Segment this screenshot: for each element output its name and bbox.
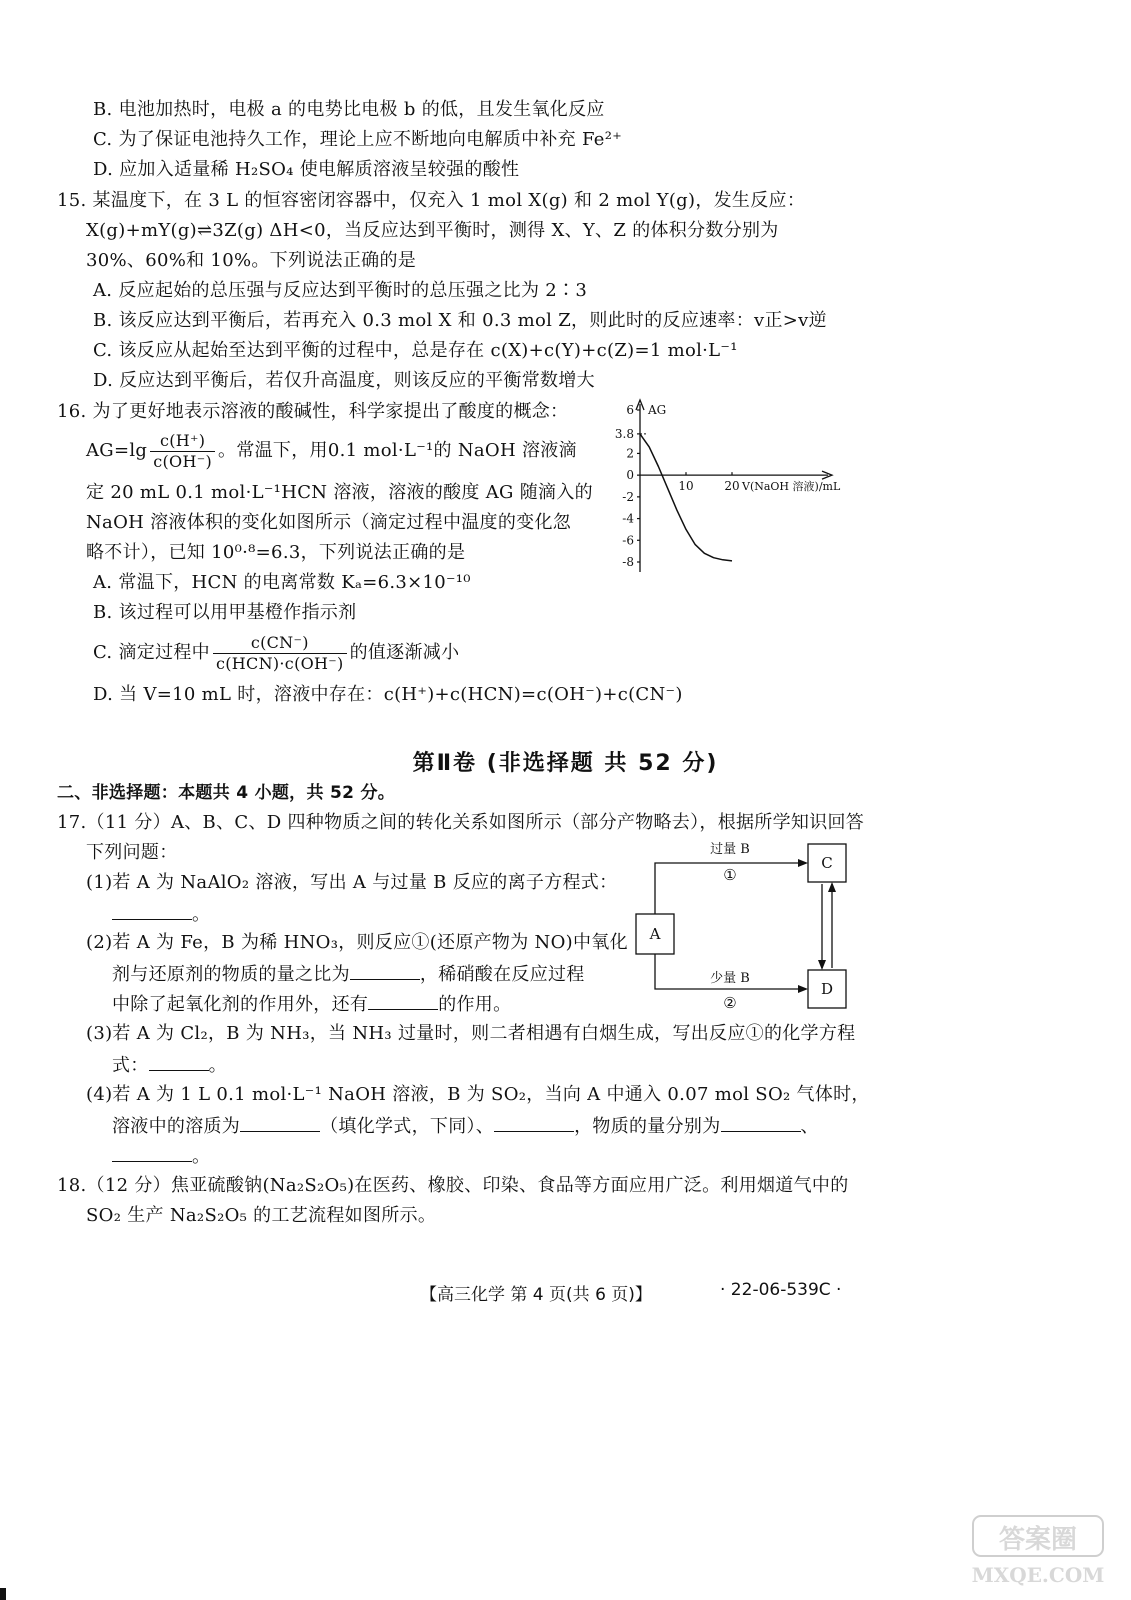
ag-prefix: AG=lg: [86, 440, 148, 461]
q17-conversion-diagram: [630, 836, 860, 1018]
watermark-top-text: 答案圈: [998, 1525, 1078, 1555]
footer-code: · 22-06-539C ·: [720, 1280, 842, 1300]
q17-stem-line1: 17.（11 分）A、B、C、D 四种物质之间的转化关系如图所示（部分产物略去），根据所学知识回答: [57, 812, 865, 833]
q17-part2-line1: (2)若 A 为 Fe，B 为稀 HNO₃，则反应①(还原产物为 NO)中氧化: [86, 932, 628, 953]
q17-part4-end: 。: [192, 1146, 211, 1167]
q17-stem-line2: 下列问题：: [86, 842, 178, 863]
q15-stem-line1: 15. 某温度下，在 3 L 的恒容密闭容器中，仅充入 1 mol X(g) 和 2 mol Y(g)，发生反应：: [57, 190, 806, 211]
label-reaction-2: ②: [723, 994, 737, 1012]
arrowhead-to-c: [798, 859, 808, 867]
q17-part4-text-c: ，物质的量分别为: [574, 1116, 721, 1137]
label-little-b: 少量 B: [710, 971, 750, 986]
q17-part3-line2: [112, 1052, 227, 1078]
q17-blank-2[interactable]: [350, 961, 420, 980]
ag-curve-0: [640, 434, 732, 561]
q17-blank-5[interactable]: [240, 1113, 320, 1132]
label-a: A: [649, 925, 661, 943]
q17-blank-8[interactable]: [112, 1143, 192, 1162]
y-tick-label-0: 6: [626, 403, 634, 417]
q15-option-c: C. 该反应从起始至达到平衡的过程中，总是存在 c(X)+c(Y)+c(Z)=1 mol·L⁻¹: [93, 340, 738, 361]
q18-stem-line1: 18.（12 分）焦亚硫酸钠(Na₂S₂O₅)在医药、橡胶、印染、食品等方面应用广泛。利用烟道气中的: [57, 1175, 849, 1196]
q14-option-b: B. 电池加热时，电极 a 的电势比电极 b 的低，且发生氧化反应: [93, 99, 605, 120]
y-tick-label-5: -4: [622, 511, 634, 526]
q16-stem-line3: 定 20 mL 0.1 mol·L⁻¹HCN 溶液，溶液的酸度 AG 随滴入的: [86, 482, 593, 503]
q16-c-suffix: 的值逐渐减小: [349, 642, 460, 663]
q15-option-d: D. 反应达到平衡后，若仅升高温度，则该反应的平衡常数增大: [93, 370, 595, 391]
q16-c-numerator: c(CN⁻): [213, 633, 347, 654]
section-2-title: 第Ⅱ卷 (非选择题 共 52 分): [412, 751, 719, 776]
ag-numerator: c(H⁺): [150, 431, 215, 452]
watermark-bottom-text: MXQE.COM: [971, 1563, 1105, 1587]
q17-part2-line2: [112, 961, 585, 987]
x-tick-label-1: 20: [724, 479, 740, 494]
y-tick-label-3: 0: [626, 468, 634, 483]
q16-stem-line5: 略不计），已知 10⁰·⁸=6.3，下列说法正确的是: [86, 542, 466, 563]
q17-part1: (1)若 A 为 NaAlO₂ 溶液，写出 A 与过量 B 反应的离子方程式：: [86, 872, 618, 893]
arrowhead-to-d: [798, 985, 808, 993]
label-excess-b: 过量 B: [710, 842, 750, 857]
q17-part4-text-a: 溶液中的溶质为: [112, 1116, 241, 1137]
q16-stem-line2-rest: 。常温下，用0.1 mol·L⁻¹的 NaOH 溶液滴: [218, 440, 577, 461]
q17-part4-line1: (4)若 A 为 1 L 0.1 mol·L⁻¹ NaOH 溶液，B 为 SO₂，当向 A 中通入 0.07 mol SO₂ 气体时，: [86, 1084, 870, 1105]
q15-option-a: A. 反应起始的总压强与反应达到平衡时的总压强之比为 2∶3: [93, 280, 588, 301]
q15-stem-line3: 30%、60%和 10%。下列说法正确的是: [86, 250, 417, 271]
ag-fraction: [150, 431, 215, 472]
q16-option-a: A. 常温下，HCN 的电离常数 Kₐ=6.3×10⁻¹⁰: [93, 572, 471, 593]
label-reaction-1: ①: [723, 866, 737, 884]
q17-part2-text-a: 剂与还原剂的物质的量之比为: [112, 964, 350, 985]
y-tick-label-6: -6: [622, 533, 634, 548]
q17-part4-line3: [112, 1143, 210, 1169]
q17-blank-3[interactable]: [368, 991, 438, 1010]
q16-c-denominator: c(HCN)·c(OH⁻): [215, 653, 344, 673]
section-2-header: 二、非选择题：本题共 4 小题，共 52 分。: [57, 783, 396, 803]
q17-blank-1[interactable]: [112, 901, 192, 920]
q17-blank-6[interactable]: [494, 1113, 574, 1132]
q14-option-c: C. 为了保证电池持久工作，理论上应不断地向电解质中补充 Fe²⁺: [93, 129, 623, 150]
q17-part4-text-d: 、: [800, 1116, 819, 1137]
watermark-logo: [963, 1510, 1113, 1590]
q17-part3-line1: (3)若 A 为 Cl₂，B 为 NH₃，当 NH₃ 过量时，则二者相遇有白烟生成，写出反应①的化学方程: [86, 1023, 856, 1044]
label-d: D: [820, 980, 834, 998]
y-axis-label: AG: [648, 403, 667, 417]
q17-part3-text-a: 式：: [112, 1055, 149, 1076]
y-tick-label-4: -2: [622, 489, 634, 504]
q16-option-c: [93, 632, 459, 674]
q15-stem-line2: X(g)+mY(g)⇌3Z(g) ΔH<0，当反应达到平衡时，测得 X、Y、Z 的体积分数分别为: [86, 220, 779, 241]
q17-part4-line2: [112, 1113, 819, 1139]
q16-c-fraction: [213, 633, 347, 674]
q18-stem-line2: SO₂ 生产 Na₂S₂O₅ 的工艺流程如图所示。: [86, 1205, 437, 1226]
y-tick-label-1: 3.8: [614, 426, 634, 441]
q16-stem-line4: NaOH 溶液体积的变化如图所示（滴定过程中温度的变化忽: [86, 512, 572, 533]
x-tick-label-0: 10: [678, 479, 694, 494]
y-tick-label-7: -8: [622, 555, 634, 569]
q17-part2-text-c: 中除了起氧化剂的作用外，还有: [112, 994, 369, 1015]
ag-titration-chart: [596, 396, 860, 580]
q16-stem-line1: 16. 为了更好地表示溶液的酸碱性，科学家提出了酸度的概念：: [57, 401, 569, 422]
q17-part2-line3: [112, 991, 511, 1017]
q17-part4-text-b: （填化学式，下同）、: [320, 1116, 495, 1137]
y-tick-label-2: 2: [626, 446, 634, 461]
q17-part1-answer: [112, 901, 210, 927]
ag-denominator: c(OH⁻): [153, 451, 213, 471]
arrowhead-up: [828, 882, 836, 892]
q16-option-b: B. 该过程可以用甲基橙作指示剂: [93, 602, 357, 623]
arrowhead-down: [818, 960, 826, 970]
q15-option-b: B. 该反应达到平衡后，若再充入 0.3 mol X 和 0.3 mol Z，则此时的反应速率：v正>v逆: [93, 310, 827, 331]
q16-option-d: D. 当 V=10 mL 时，溶液中存在：c(H⁺)+c(HCN)=c(OH⁻)+c(CN⁻): [93, 684, 683, 705]
q17-part2-text-b: ，稀硝酸在反应过程: [419, 964, 585, 985]
scan-edge-mark: [0, 1588, 6, 1600]
q14-option-d: D. 应加入适量稀 H₂SO₄ 使电解质溶液呈较强的酸性: [93, 159, 520, 180]
q17-blank-4[interactable]: [149, 1052, 209, 1071]
q17-blank-7[interactable]: [721, 1113, 801, 1132]
q17-part3-text-b: 。: [208, 1055, 227, 1076]
footer-page-info: 【高三化学 第 4 页(共 6 页)】: [420, 1285, 652, 1305]
q17-part2-text-d: 的作用。: [438, 994, 512, 1015]
label-c: C: [821, 854, 833, 872]
q16-c-prefix: C. 滴定过程中: [93, 642, 210, 663]
q16-stem-line2: [86, 430, 577, 472]
x-axis-label: V(NaOH 溶液)/mL: [742, 480, 841, 494]
q17-part1-end: 。: [192, 904, 211, 925]
